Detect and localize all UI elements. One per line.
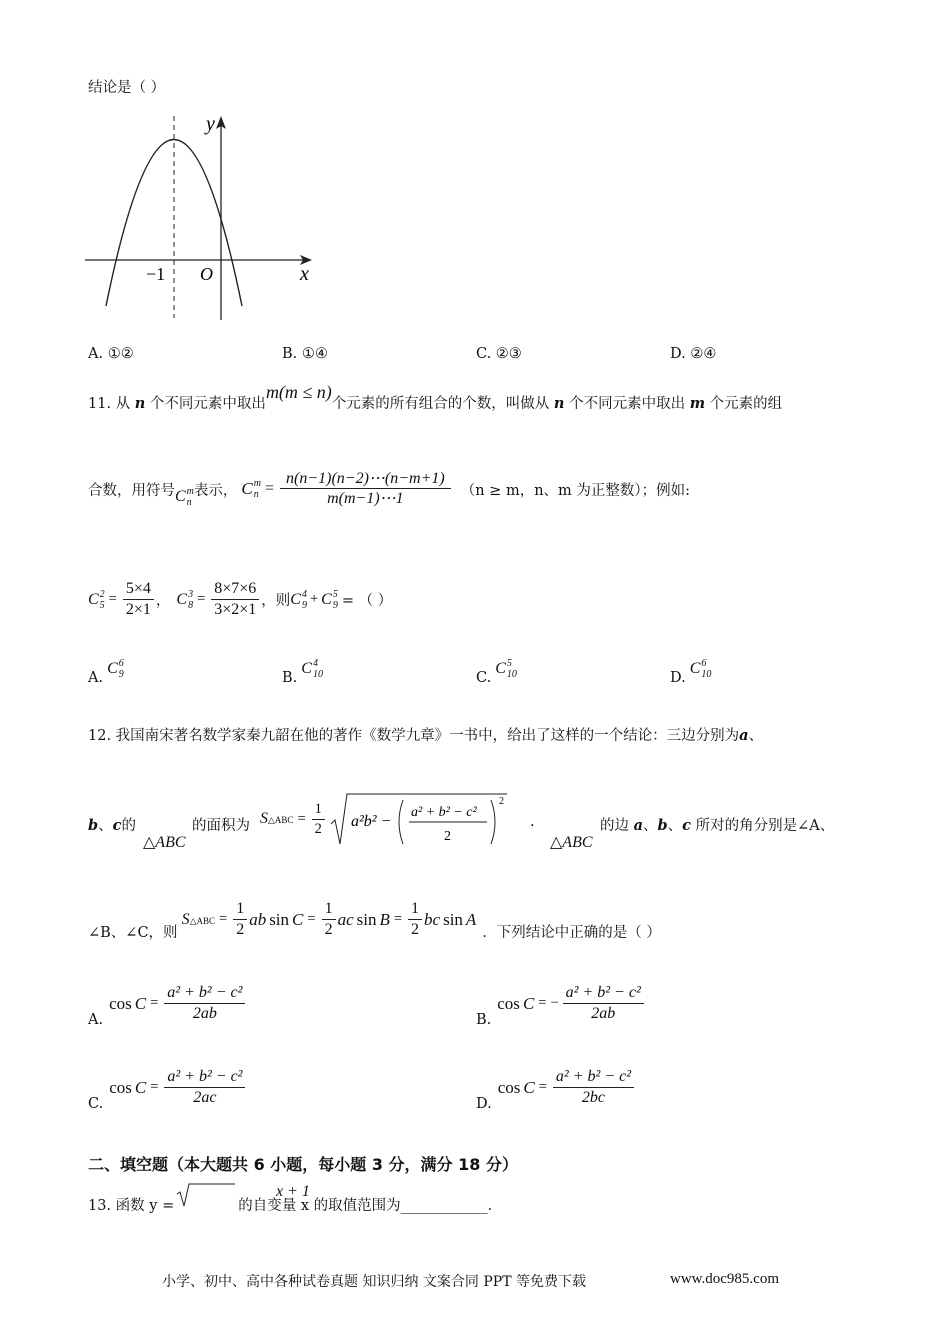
q10-stem-tail: 结论是（ ）	[88, 80, 166, 96]
svg-text:2: 2	[443, 829, 451, 844]
q12-line2: b、c的 △ABC 的面积为 S△ABC = $\frac{1}{2}$ a²b² − a² + b² − c² 2 2 . △ABC 的边 a、b、c 所对的角分别是∠A、	[88, 790, 868, 860]
q12-line3: ∠B、∠C，则 S△ABC = $\frac{1}{2}$ ab sin C = $\frac{1}{2}$ ac sin B = $\frac{1}{2}$ bc sin A ．下列结论中正确的是（ ）	[88, 900, 661, 942]
q13-line: 13. 函数 y = x + 1 的自变量 x 的取值范围为____________．	[88, 1183, 503, 1214]
sqrt-symbol	[176, 1182, 236, 1208]
q12-option-c[interactable]: C. cos C = $\frac{\text{a² + b² − c²}}{2ac}$	[88, 1068, 247, 1108]
y-axis-label: y	[206, 113, 215, 135]
q12-option-a[interactable]: A. cos C = $\frac{\text{a² + b² − c²}}{2ab}$	[88, 984, 247, 1024]
svg-text:a²b² −: a²b² −	[350, 813, 392, 830]
definition-fraction: $\frac{n(n-1)(n-2)\cdots(n-m+1)}{m(m-1)\cdots 1}$	[280, 470, 451, 509]
footer-left-text: 小学、初中、高中各种试卷真题 知识归纳 文案合同 PPT 等免费下载	[162, 1274, 586, 1290]
q12-option-b[interactable]: B. cos C = − $\frac{\text{a² + b² − c²}}{2ab}$	[476, 984, 646, 1024]
q10-option-a[interactable]: A. ①②	[88, 346, 134, 362]
q12-line1: 12. 我国南宋著名数学家秦九韶在他的著作《数学九章》一书中，给出了这样的一个结论：三边分别为a、	[88, 727, 764, 744]
tick-label-minus-one: −1	[146, 264, 166, 284]
q11-examples: C 2 5 = $\frac{5\times 4}{2\times 1}$ ， C 3 8 = $\frac{8\times 7\times 6}{3\times 2\times 1}$ ，则 C 4 9 + C 5 9 = （ ）	[88, 580, 393, 619]
q11-option-a[interactable]: A. C 6 9	[88, 658, 124, 686]
q10-option-b[interactable]: B. ①④	[282, 346, 328, 362]
q10-option-c[interactable]: C. ②③	[476, 346, 522, 362]
combination-symbol: C m n	[175, 486, 194, 509]
q11-option-b[interactable]: B. C 4 10	[282, 658, 323, 686]
q11-option-d[interactable]: D. C 6 10	[670, 658, 712, 686]
q12-option-d[interactable]: D. cos C = $\frac{\text{a² + b² − c²}}{2bc}$	[476, 1068, 636, 1108]
svg-text:2: 2	[498, 796, 504, 807]
svg-text:a² + b² − c²: a² + b² − c²	[410, 805, 477, 820]
x-axis-label: x	[300, 263, 309, 285]
q11-line1: 11. 从 n 个不同元素中取出m(m ≤ n)个元素的所有组合的个数，叫做从 n 个不同元素中取出 m 个元素的组	[88, 382, 783, 412]
q10-parabola-graph	[80, 108, 330, 323]
q11-option-c[interactable]: C. C 5 10	[476, 658, 517, 686]
footer-website[interactable]: www.doc985.com	[670, 1271, 780, 1287]
q10-option-d[interactable]: D. ②④	[670, 346, 717, 362]
q11-line2: 合数，用符号 C m n 表示， C m n = $\frac{n(n-1)(n-2)\cdots(n-m+1)}{m(m-1)\cdots 1}$ （n ≥ m，n、m 为正整数）；例如:	[88, 470, 691, 509]
section-heading: 二、填空题（本大题共 6 小题，每小题 3 分，满分 18 分）	[88, 1155, 518, 1174]
combination-definition: C m n	[241, 478, 261, 501]
qin-jiushao-formula: S△ABC = $\frac{1}{2}$ a²b² − a² + b² − c² 2 2	[260, 790, 509, 848]
origin-label: O	[200, 264, 213, 284]
